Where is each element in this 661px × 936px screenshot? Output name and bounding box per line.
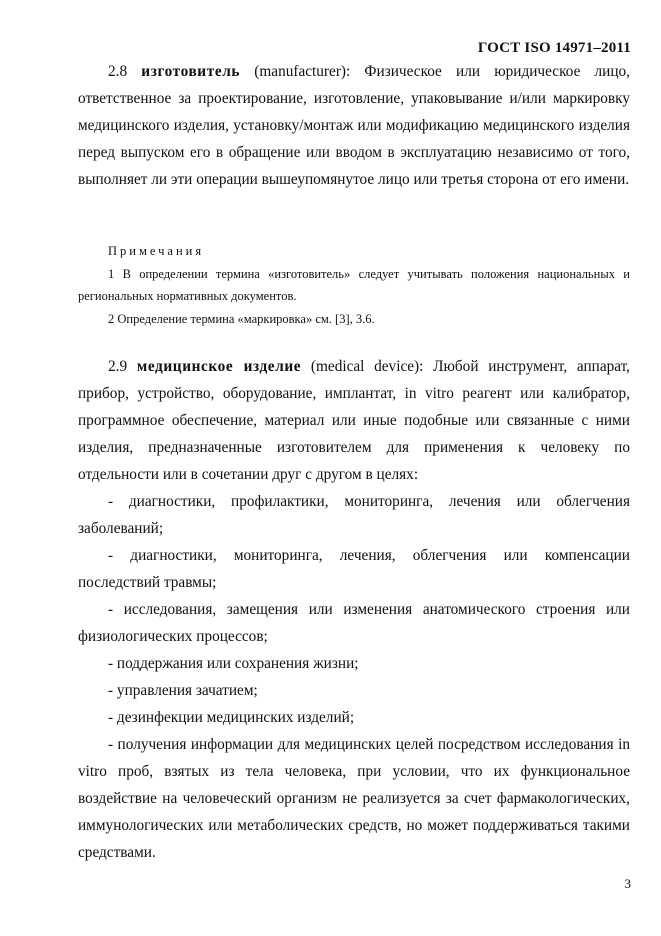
clause-2-9: [78, 353, 630, 488]
term-medical-device: медицинское изделие: [136, 358, 302, 375]
notes-title: Примечания: [108, 244, 205, 258]
list-item: - поддержания или сохранения жизни;: [108, 655, 359, 672]
term-manufacturer: изготовитель: [141, 63, 241, 80]
clause-2-8: [78, 58, 630, 193]
note-1: 1 В определении термина «изготовитель» следует учитывать положения национальных и региональных нормативных документов.: [78, 267, 630, 303]
clause-number: 2.9: [108, 358, 128, 375]
page-number: 3: [624, 876, 631, 891]
list-item: - дезинфекции медицинских изделий;: [108, 709, 355, 726]
list-item: - исследования, замещения или изменения анатомического строения или физиологических процессов;: [78, 601, 630, 645]
clause-body: (medical device): Любой инструмент, аппарат, прибор, устройство, оборудование, имплантат, in vitro реагент или калибратор, программное обеспечение, материал или иные подобные или связанные с ними изделия, предназначенные изготовителем для применения к человеку по отдельности или в сочетании друг с другом в целях:: [78, 358, 631, 483]
document-header: ГОСТ ISO 14971–2011: [477, 40, 631, 56]
clause-number: 2.8: [108, 63, 128, 80]
list-item: - диагностики, мониторинга, лечения, облегчения или компенсации последствий травмы;: [78, 547, 630, 591]
list-item: - получения информации для медицинских целей посредством исследования in vitro проб, взятых из тела человека, при условии, что их функциональное воздействие на человеческий организм не реализуется за счет фармакологических, иммунологических или метаболических средств, но может поддерживаться такими средствами.: [78, 736, 630, 861]
clause-body: (manufacturer): Физическое или юридическое лицо, ответственное за проектирование, изготовление, упаковывание и/или маркировку медицинского изделия, установку/монтаж или модификацию медицинского изделия перед выпуском его в обращение или вводом в эксплуатацию независимо от того, выполняет ли эти операции вышеупомянутое лицо или третья сторона от его имени.: [78, 63, 630, 188]
list-item: - диагностики, профилактики, мониторинга, лечения или облегчения заболеваний;: [78, 493, 630, 537]
list-item: - управления зачатием;: [108, 682, 258, 699]
note-2: 2 Определение термина «маркировка» см. [3], 3.6.: [108, 312, 375, 326]
